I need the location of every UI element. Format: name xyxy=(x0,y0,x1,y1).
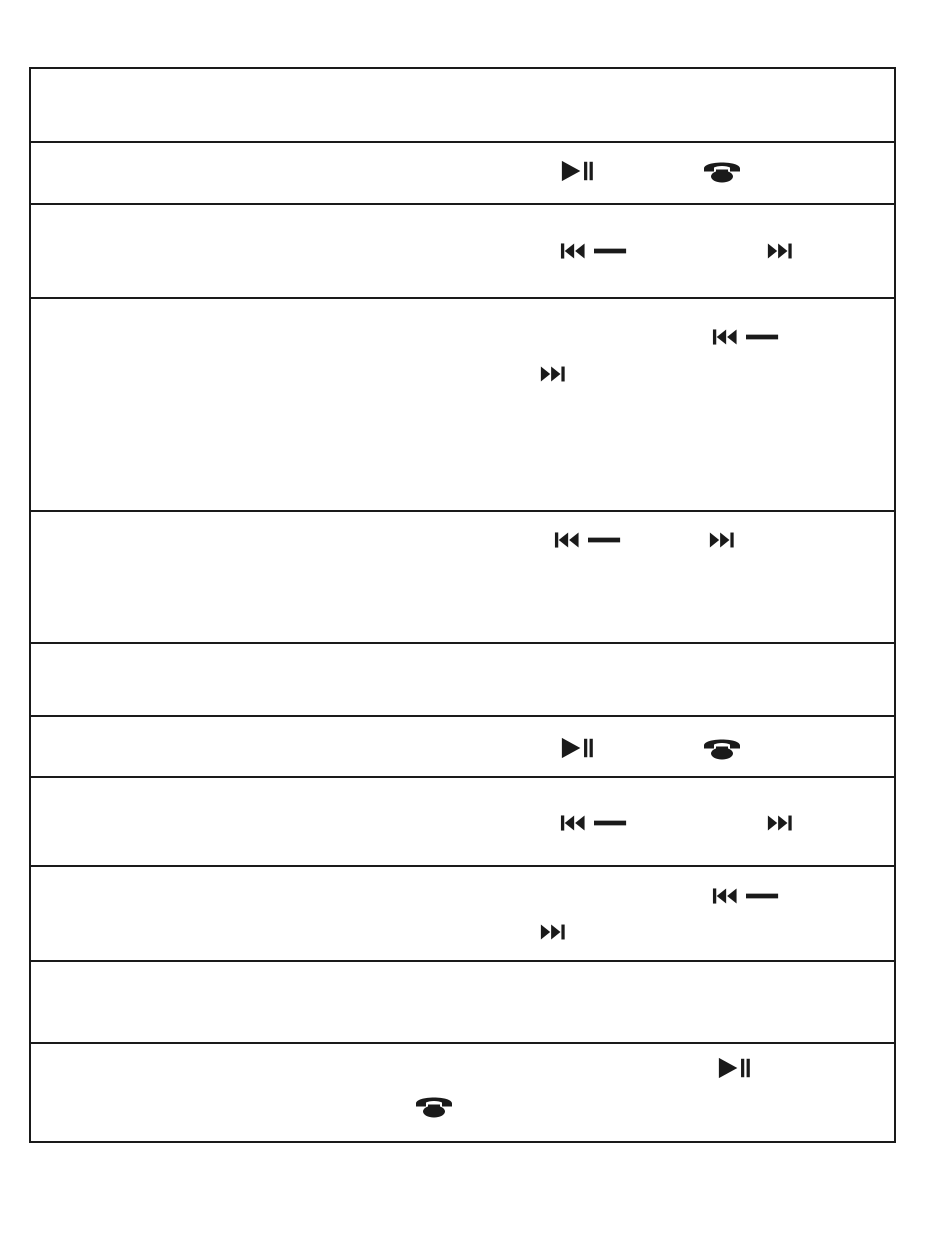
next-track-icon xyxy=(539,922,567,942)
table-row xyxy=(31,778,894,867)
table-row xyxy=(31,962,894,1044)
table-row xyxy=(31,205,894,299)
next-track-icon xyxy=(539,364,567,384)
table-row xyxy=(31,1044,894,1143)
table-row xyxy=(31,717,894,778)
previous-minus-icon xyxy=(560,241,628,261)
next-track-icon xyxy=(766,241,794,261)
previous-minus-icon xyxy=(560,813,628,833)
table-row xyxy=(31,512,894,644)
next-track-icon xyxy=(708,530,736,550)
previous-minus-icon xyxy=(554,530,622,550)
table-row xyxy=(31,69,894,143)
next-track-icon xyxy=(766,813,794,833)
previous-minus-icon xyxy=(712,886,780,906)
phone-handset-icon xyxy=(414,1092,454,1119)
phone-handset-icon xyxy=(702,734,742,761)
instruction-table xyxy=(29,67,896,1143)
play-pause-icon xyxy=(560,736,597,760)
phone-handset-icon xyxy=(702,157,742,184)
play-pause-icon xyxy=(717,1056,754,1080)
table-row xyxy=(31,299,894,512)
previous-minus-icon xyxy=(712,327,780,347)
table-row xyxy=(31,867,894,962)
table-row xyxy=(31,644,894,717)
play-pause-icon xyxy=(560,159,597,183)
table-row xyxy=(31,143,894,205)
